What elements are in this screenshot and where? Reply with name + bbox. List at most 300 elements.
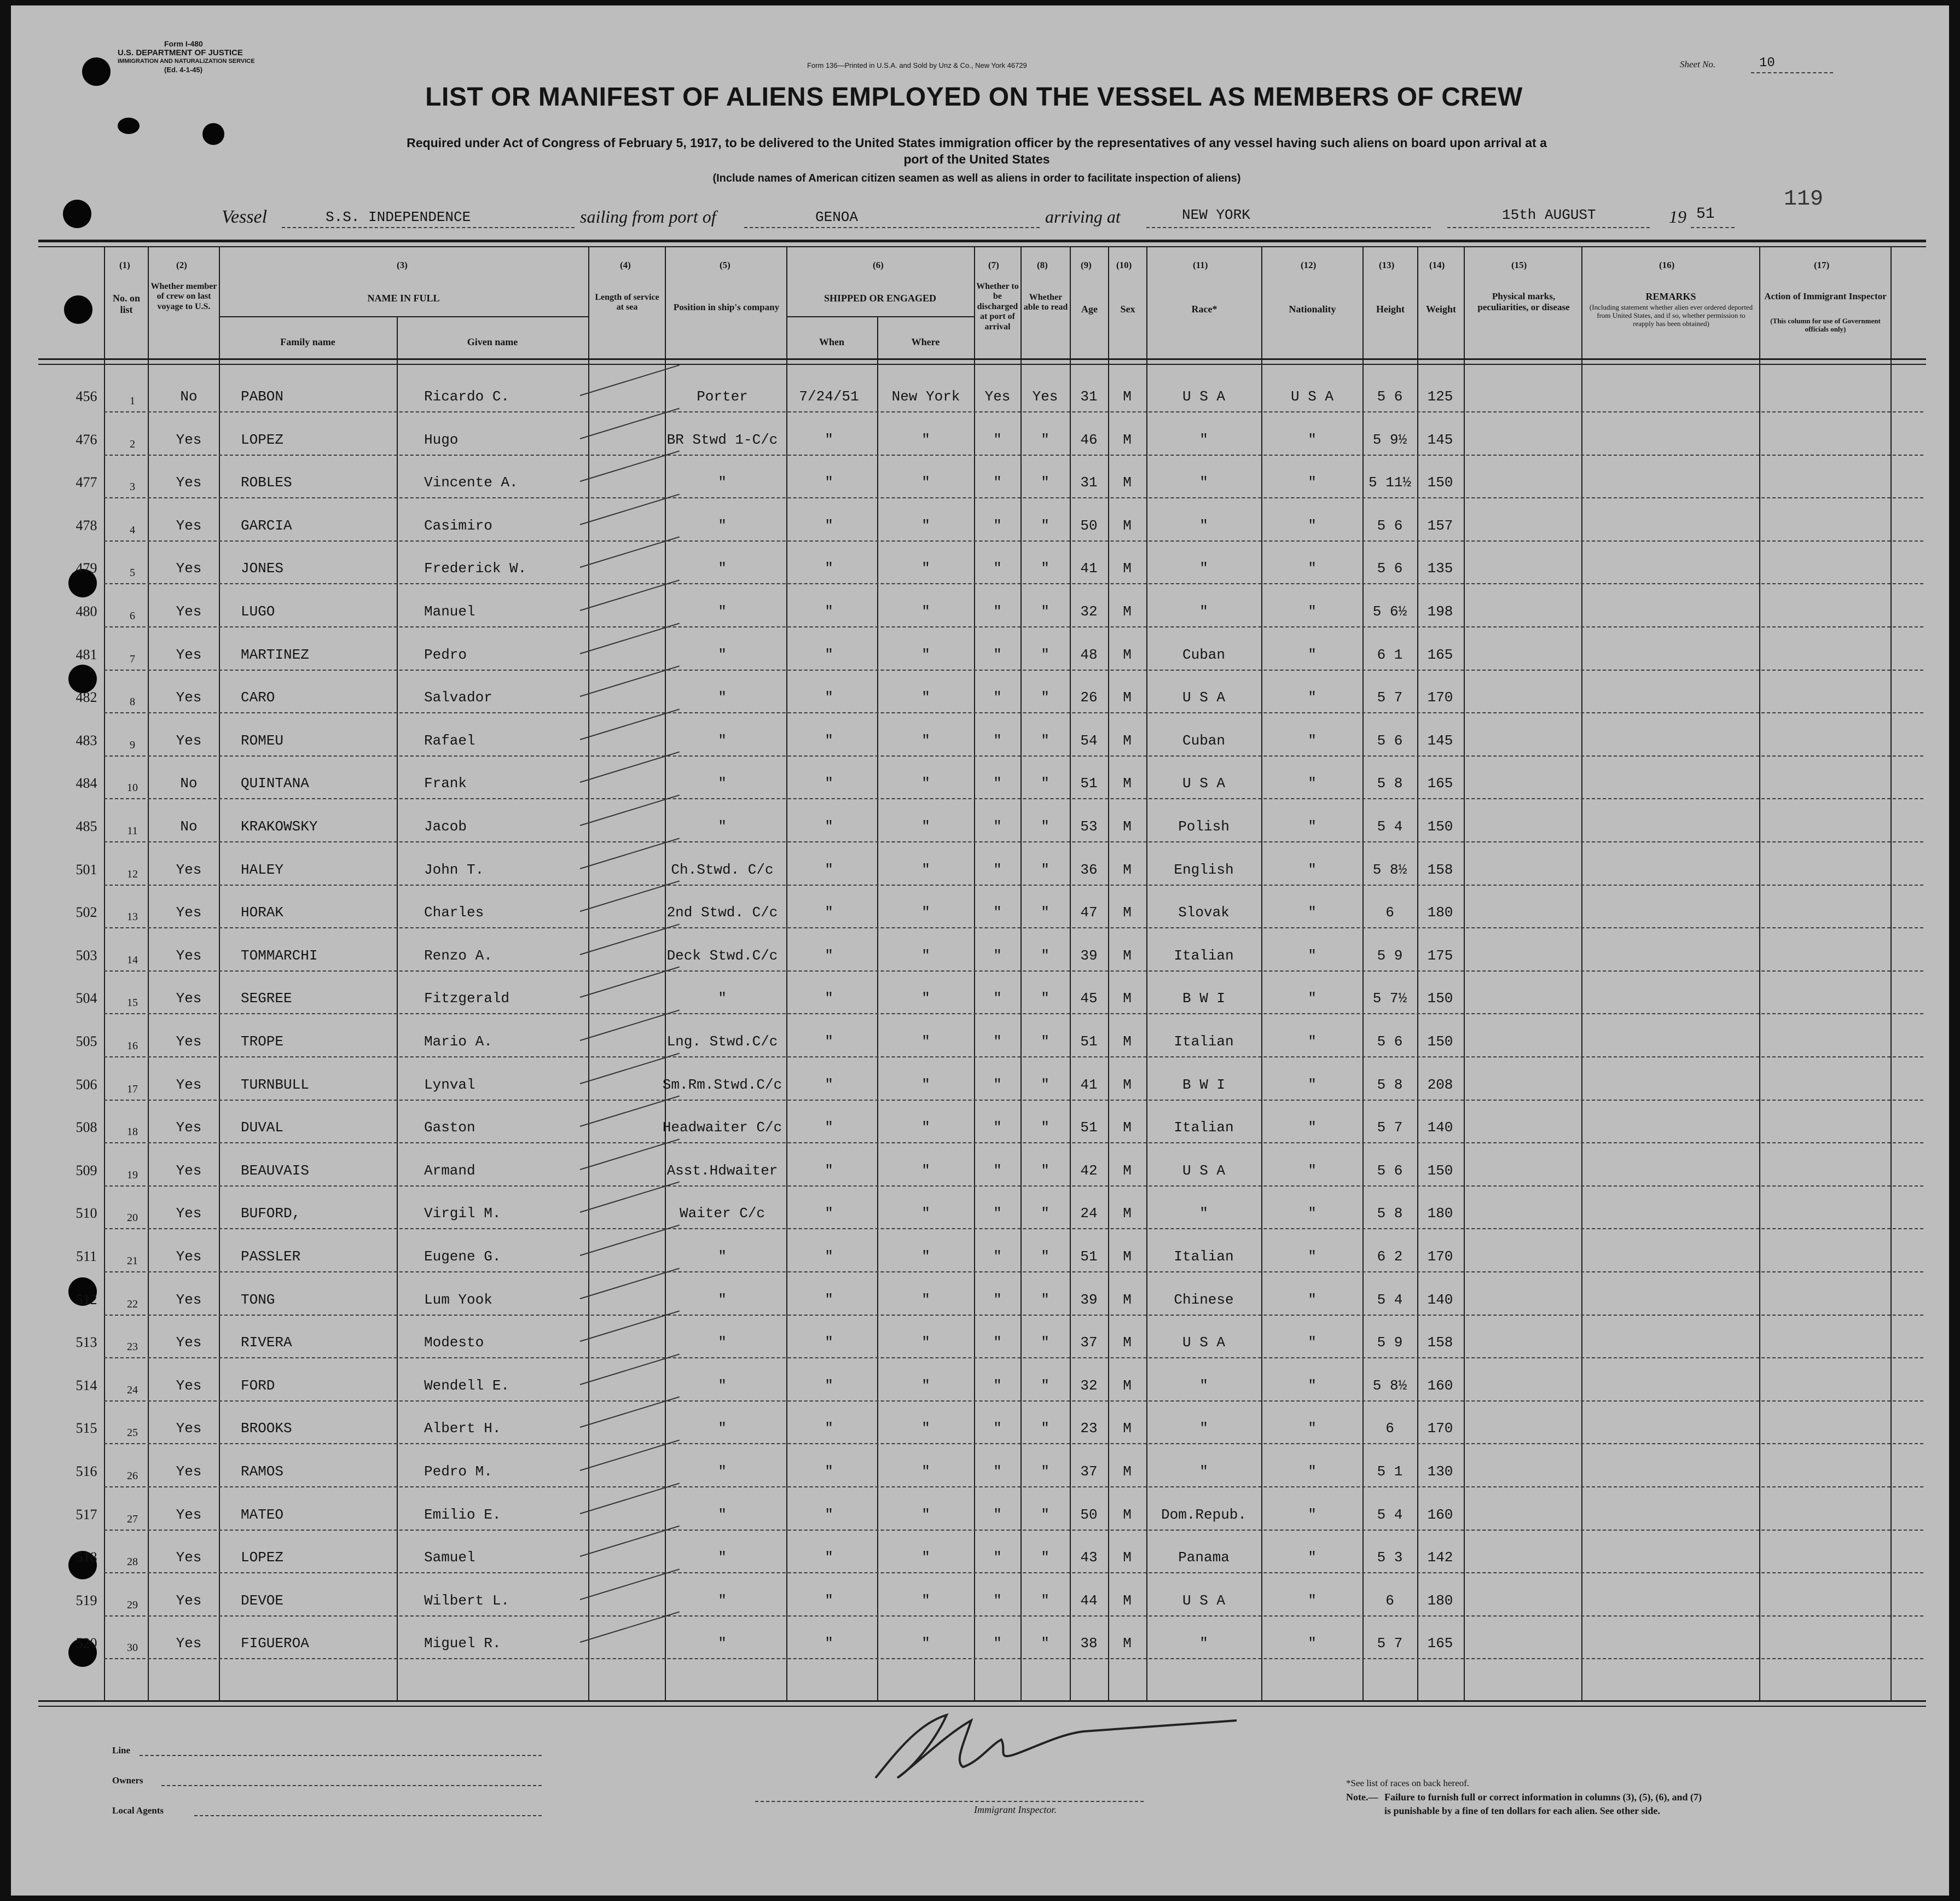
row-dotline: [104, 455, 1923, 456]
subtitle-include: (Include names of American citizen seamen as well as aliens in order to facilitate inspection of aliens): [712, 172, 1241, 184]
last-voyage: Yes: [176, 861, 202, 878]
stamp-number: 119: [1784, 187, 1824, 212]
position: ": [718, 990, 727, 1007]
height: 5 8: [1377, 1205, 1403, 1222]
able-to-read: ": [1041, 947, 1049, 964]
sex: M: [1123, 1463, 1132, 1480]
age: 42: [1080, 1162, 1098, 1179]
sex: M: [1123, 1506, 1132, 1523]
shipped-when: ": [825, 1033, 833, 1050]
weight: 150: [1427, 818, 1453, 835]
footer-owners-label: Owners: [112, 1775, 143, 1786]
footer-agents-label: Local Agents: [112, 1805, 164, 1816]
shipped-when: ": [825, 1592, 833, 1609]
shipped-where: ": [921, 431, 930, 448]
age: 48: [1080, 646, 1098, 663]
shipped-when: ": [825, 646, 833, 663]
row-number: 27: [127, 1513, 138, 1525]
given-name: Casimiro: [424, 517, 492, 534]
row-number: 18: [127, 1126, 138, 1138]
age: 46: [1080, 431, 1098, 448]
row-dotline: [104, 670, 1923, 671]
family-name: FORD: [241, 1377, 275, 1394]
position: ": [718, 1506, 727, 1523]
shipped-when: 7/24/51: [799, 388, 859, 405]
discharged: ": [993, 1076, 1002, 1093]
shipped-where: ": [921, 1248, 930, 1265]
col11-number: (11): [1193, 260, 1208, 270]
position: Ch.Stwd. C/c: [671, 861, 774, 878]
age: 51: [1080, 1119, 1098, 1136]
sex: M: [1123, 431, 1132, 448]
inspector-dotline: [755, 1801, 1144, 1802]
col-rule: [1362, 246, 1364, 1701]
last-voyage: Yes: [176, 904, 202, 921]
given-name: Mario A.: [424, 1033, 492, 1050]
position: ": [718, 732, 727, 749]
shipped-where: ": [921, 1291, 930, 1308]
discharged: ": [993, 646, 1002, 663]
nationality: ": [1308, 1248, 1317, 1265]
form-edition: (Ed. 4-1-45): [164, 66, 203, 74]
ref-number: 484: [76, 775, 97, 792]
age: 31: [1080, 474, 1098, 491]
races-note: *See list of races on back hereof.: [1346, 1778, 1470, 1788]
height: 5 1: [1377, 1463, 1403, 1480]
family-name: TROPE: [241, 1033, 284, 1050]
height: 5 4: [1377, 1291, 1403, 1308]
shipped-where: ": [921, 732, 930, 749]
able-to-read: ": [1041, 603, 1049, 620]
punch-hole: [64, 295, 92, 324]
family-name: MATEO: [241, 1506, 284, 1523]
row-number: 5: [130, 567, 135, 579]
able-to-read: ": [1041, 1420, 1049, 1437]
col-header-when: When: [819, 336, 844, 347]
sex: M: [1123, 560, 1132, 577]
sex: M: [1123, 603, 1132, 620]
nationality: ": [1308, 474, 1317, 491]
height: 5 4: [1377, 818, 1403, 835]
subtitle-port: port of the United States: [903, 152, 1050, 166]
year-dotline: [1691, 227, 1735, 228]
discharged: ": [993, 861, 1002, 878]
row-number: 17: [127, 1083, 138, 1095]
col-header-age: Age: [1081, 304, 1098, 315]
shipped-where: ": [921, 861, 930, 878]
age: 51: [1080, 1248, 1098, 1265]
race: ": [1199, 1205, 1208, 1222]
height: 5 9: [1377, 947, 1403, 964]
weight: 130: [1427, 1463, 1453, 1480]
shipped-where: ": [921, 1119, 930, 1136]
form-service: IMMIGRATION AND NATURALIZATION SERVICE: [118, 58, 255, 65]
position: ": [718, 560, 727, 577]
shipped-where: ": [921, 646, 930, 663]
row-number: 6: [130, 610, 135, 622]
age: 53: [1080, 818, 1098, 835]
col17-number: (17): [1814, 260, 1830, 270]
position: ": [718, 474, 727, 491]
nationality: ": [1308, 1635, 1317, 1652]
given-name: Manuel: [424, 603, 475, 620]
sex: M: [1123, 689, 1132, 706]
last-voyage: Yes: [176, 1334, 202, 1351]
col2-number: (2): [176, 260, 187, 270]
race: ": [1199, 1463, 1208, 1480]
family-name: TONG: [241, 1291, 275, 1308]
weight: 198: [1427, 603, 1453, 620]
discharged: ": [993, 1549, 1002, 1566]
age: 41: [1080, 1076, 1098, 1093]
age: 36: [1080, 861, 1098, 878]
shipped-when: ": [825, 1463, 833, 1480]
given-name: Wendell E.: [424, 1377, 510, 1394]
ref-number: 456: [76, 388, 97, 404]
row-number: 15: [127, 997, 138, 1009]
family-name: DEVOE: [241, 1592, 284, 1609]
shipped-when: ": [825, 1420, 833, 1437]
able-to-read: Yes: [1032, 388, 1058, 405]
nationality: ": [1308, 431, 1317, 448]
ref-number: 512: [76, 1291, 97, 1307]
age: 37: [1080, 1334, 1098, 1351]
family-name: RAMOS: [241, 1463, 284, 1480]
row-number: 30: [127, 1642, 138, 1654]
form-number: Form I-480: [164, 39, 203, 48]
given-name: Lum Yook: [424, 1291, 492, 1308]
ref-number: 515: [76, 1420, 97, 1437]
row-number: 14: [127, 954, 138, 966]
given-name: Eugene G.: [424, 1248, 501, 1265]
port-label: sailing from port of: [580, 207, 716, 226]
row-number: 23: [127, 1341, 138, 1353]
age: 23: [1080, 1420, 1098, 1437]
position: Headwaiter C/c: [662, 1119, 782, 1136]
weight: 165: [1427, 775, 1453, 792]
row-dotline: [104, 1013, 1923, 1014]
col-rule: [1581, 246, 1582, 1701]
row-dotline: [104, 497, 1923, 498]
ref-number: 477: [76, 474, 97, 491]
race: Chinese: [1174, 1291, 1234, 1308]
col15-number: (15): [1511, 260, 1527, 270]
row-dotline: [104, 1100, 1923, 1101]
position: ": [718, 603, 727, 620]
weight: 158: [1427, 1334, 1453, 1351]
weight: 145: [1427, 431, 1453, 448]
given-name: Renzo A.: [424, 947, 492, 964]
able-to-read: ": [1041, 1334, 1049, 1351]
row-dotline: [104, 1271, 1923, 1272]
row-dotline: [104, 1142, 1923, 1143]
last-voyage: Yes: [176, 1592, 202, 1609]
col6-number: (6): [873, 260, 884, 270]
footer-line-label: Line: [112, 1745, 131, 1755]
col-rule: [1070, 246, 1071, 1701]
given-name: Pedro M.: [424, 1463, 492, 1480]
ref-number: 501: [76, 861, 97, 877]
shipped-when: ": [825, 1506, 833, 1523]
row-number: 3: [130, 481, 135, 493]
nationality: ": [1308, 646, 1317, 663]
family-name: SEGREE: [241, 990, 292, 1007]
age: 26: [1080, 689, 1098, 706]
shipped-when: ": [825, 990, 833, 1007]
col-rule: [786, 246, 787, 1701]
age: 44: [1080, 1592, 1098, 1609]
race: English: [1174, 861, 1234, 878]
row-dotline: [104, 885, 1923, 886]
col-rule: [1891, 246, 1892, 1701]
row-dotline: [104, 1357, 1923, 1358]
shipped-when: ": [825, 732, 833, 749]
port-name: GENOA: [815, 209, 859, 225]
col-rule: [974, 246, 975, 1701]
weight: 140: [1427, 1291, 1453, 1308]
ref-number: 519: [76, 1592, 97, 1608]
row-dotline: [104, 1056, 1923, 1057]
ref-number: 483: [76, 732, 97, 748]
row-dotline: [104, 1400, 1923, 1402]
able-to-read: ": [1041, 1291, 1049, 1308]
sex: M: [1123, 646, 1132, 663]
weight: 150: [1427, 1162, 1453, 1179]
given-name: Virgil M.: [424, 1205, 501, 1222]
able-to-read: ": [1041, 732, 1049, 749]
height: 5 7: [1377, 1635, 1403, 1652]
shipped-when: ": [825, 1549, 833, 1566]
col14-number: (14): [1429, 260, 1445, 270]
nationality: ": [1308, 1549, 1317, 1566]
position: 2nd Stwd. C/c: [666, 904, 778, 921]
age: 51: [1080, 1033, 1098, 1050]
col4-number: (4): [620, 260, 631, 270]
sex: M: [1123, 904, 1132, 921]
last-voyage: Yes: [176, 1377, 202, 1394]
height: 6: [1385, 1420, 1394, 1437]
nationality: ": [1308, 1162, 1317, 1179]
weight: 170: [1427, 689, 1453, 706]
row-number: 10: [127, 782, 138, 794]
able-to-read: ": [1041, 1076, 1049, 1093]
last-voyage: Yes: [176, 646, 202, 663]
able-to-read: ": [1041, 1506, 1049, 1523]
shipped-when: ": [825, 1291, 833, 1308]
given-name: Salvador: [424, 689, 492, 706]
able-to-read: ": [1041, 1377, 1049, 1394]
row-number: 21: [127, 1255, 138, 1267]
printer-note: Form 136—Printed in U.S.A. and Sold by Unz & Co., New York 46729: [807, 61, 1027, 69]
row-dotline: [104, 927, 1923, 928]
family-name: BEAUVAIS: [241, 1162, 309, 1179]
shipped-when: ": [825, 517, 833, 534]
able-to-read: ": [1041, 904, 1049, 921]
ref-number: 506: [76, 1076, 97, 1092]
row-dotline: [104, 1486, 1923, 1487]
shipped-where: ": [921, 1592, 930, 1609]
last-voyage: Yes: [176, 474, 202, 491]
weight: 165: [1427, 646, 1453, 663]
race: Italian: [1174, 1248, 1234, 1265]
age: 37: [1080, 1463, 1098, 1480]
vessel-dotline: [282, 227, 575, 228]
height: 5 11½: [1368, 474, 1412, 491]
age: 50: [1080, 517, 1098, 534]
able-to-read: ": [1041, 560, 1049, 577]
col-header-nationality: Nationality: [1289, 304, 1336, 315]
row-dotline: [104, 1530, 1923, 1531]
able-to-read: ": [1041, 1592, 1049, 1609]
shipped-when: ": [825, 1334, 833, 1351]
ref-number: 482: [76, 689, 97, 706]
shipped-where: ": [921, 603, 930, 620]
given-name: Armand: [424, 1162, 475, 1179]
row-number: 28: [127, 1556, 138, 1568]
age: 45: [1080, 990, 1098, 1007]
row-number: 24: [127, 1383, 138, 1396]
position: Asst.Hdwaiter: [666, 1162, 778, 1179]
col-rule: [1759, 246, 1760, 1701]
shipped-where: ": [921, 818, 930, 835]
row-dotline: [104, 841, 1923, 842]
vessel-label: Vessel: [222, 207, 268, 227]
race: Italian: [1174, 947, 1234, 964]
able-to-read: ": [1041, 990, 1049, 1007]
nationality: ": [1308, 732, 1317, 749]
shipped-where: New York: [891, 388, 960, 405]
col-rule: [1464, 246, 1465, 1701]
row-dotline: [104, 1228, 1923, 1229]
family-name: JONES: [241, 560, 284, 577]
position: ": [718, 775, 727, 792]
ref-number: 505: [76, 1033, 97, 1049]
given-name: Vincente A.: [424, 474, 518, 491]
able-to-read: ": [1041, 1549, 1049, 1566]
last-voyage: Yes: [176, 1248, 202, 1265]
last-voyage: Yes: [176, 1033, 202, 1050]
col10-number: (10): [1116, 260, 1132, 270]
row-number: 12: [127, 868, 138, 880]
row-number: 9: [130, 739, 135, 751]
weight: 170: [1427, 1420, 1453, 1437]
col-rule: [1146, 246, 1147, 1701]
nationality: ": [1308, 560, 1317, 577]
discharged: ": [993, 947, 1002, 964]
family-name: MARTINEZ: [241, 646, 309, 663]
race: ": [1199, 474, 1208, 491]
ref-number: 508: [76, 1119, 97, 1136]
sex: M: [1123, 474, 1132, 491]
given-name: John T.: [424, 861, 484, 878]
sex: M: [1123, 990, 1132, 1007]
shipped-where: ": [921, 474, 930, 491]
ref-number: 481: [76, 646, 97, 662]
ref-number: 478: [76, 517, 97, 533]
age: 54: [1080, 732, 1098, 749]
nationality: ": [1308, 689, 1317, 706]
col-rule: [877, 316, 878, 1701]
ref-number: 503: [76, 947, 97, 963]
nationality: ": [1308, 1506, 1317, 1523]
ref-number: 502: [76, 904, 97, 921]
last-voyage: Yes: [176, 990, 202, 1007]
height: 5 6: [1377, 560, 1403, 577]
ink-blot: [118, 118, 140, 134]
last-voyage: No: [180, 818, 198, 835]
discharged: ": [993, 560, 1002, 577]
shipped-where: ": [921, 1635, 930, 1652]
position: Waiter C/c: [679, 1205, 766, 1222]
arriving-dotline: [1146, 227, 1431, 228]
position: Porter: [697, 388, 748, 405]
weight: 140: [1427, 1119, 1453, 1136]
height: 5 6: [1377, 1033, 1403, 1050]
race: Polish: [1178, 818, 1230, 835]
sex: M: [1123, 1162, 1132, 1179]
discharged: ": [993, 474, 1002, 491]
shipped-when: ": [825, 603, 833, 620]
weight: 170: [1427, 1248, 1453, 1265]
inspector-label: Immigrant Inspector.: [974, 1804, 1057, 1815]
family-name: PABON: [241, 388, 284, 405]
row-dotline: [104, 970, 1923, 972]
nationality: ": [1308, 861, 1317, 878]
punch-hole: [82, 57, 111, 86]
age: 41: [1080, 560, 1098, 577]
sex: M: [1123, 1291, 1132, 1308]
age: 39: [1080, 1291, 1098, 1308]
given-name: Charles: [424, 904, 484, 921]
race: U S A: [1182, 689, 1226, 706]
col-rule: [104, 246, 105, 1701]
family-name: ROBLES: [241, 474, 292, 491]
year-prefix: 19: [1669, 207, 1686, 226]
col-header-length-service: Length of service at sea: [595, 293, 659, 312]
discharged: ": [993, 775, 1002, 792]
col-header-family-name: Family name: [280, 336, 335, 347]
weight: 158: [1427, 861, 1453, 878]
shipped-where: ": [921, 1205, 930, 1222]
arriving-label: arriving at: [1045, 207, 1121, 226]
nationality: ": [1308, 947, 1317, 964]
last-voyage: Yes: [176, 1205, 202, 1222]
discharged: ": [993, 818, 1002, 835]
nationality: ": [1308, 1334, 1317, 1351]
position: BR Stwd 1-C/c: [666, 431, 778, 448]
family-name: TURNBULL: [241, 1076, 309, 1093]
discharged: ": [993, 1420, 1002, 1437]
discharged: ": [993, 904, 1002, 921]
age: 51: [1080, 775, 1098, 792]
sex: M: [1123, 1248, 1132, 1265]
row-dotline: [104, 1315, 1923, 1316]
family-name: GARCIA: [241, 517, 292, 534]
height: 6: [1385, 1592, 1394, 1609]
height: 5 6: [1377, 517, 1403, 534]
last-voyage: Yes: [176, 1635, 202, 1652]
nationality: ": [1308, 1033, 1317, 1050]
ref-number: 510: [76, 1205, 97, 1222]
position: ": [718, 1549, 727, 1566]
shipped-when: ": [825, 1377, 833, 1394]
row-dotline: [104, 1572, 1923, 1573]
family-name: DUVAL: [241, 1119, 284, 1136]
last-voyage: Yes: [176, 689, 202, 706]
name-subrule: [219, 316, 588, 317]
shipped-where: ": [921, 947, 930, 964]
shipped-where: ": [921, 1162, 930, 1179]
